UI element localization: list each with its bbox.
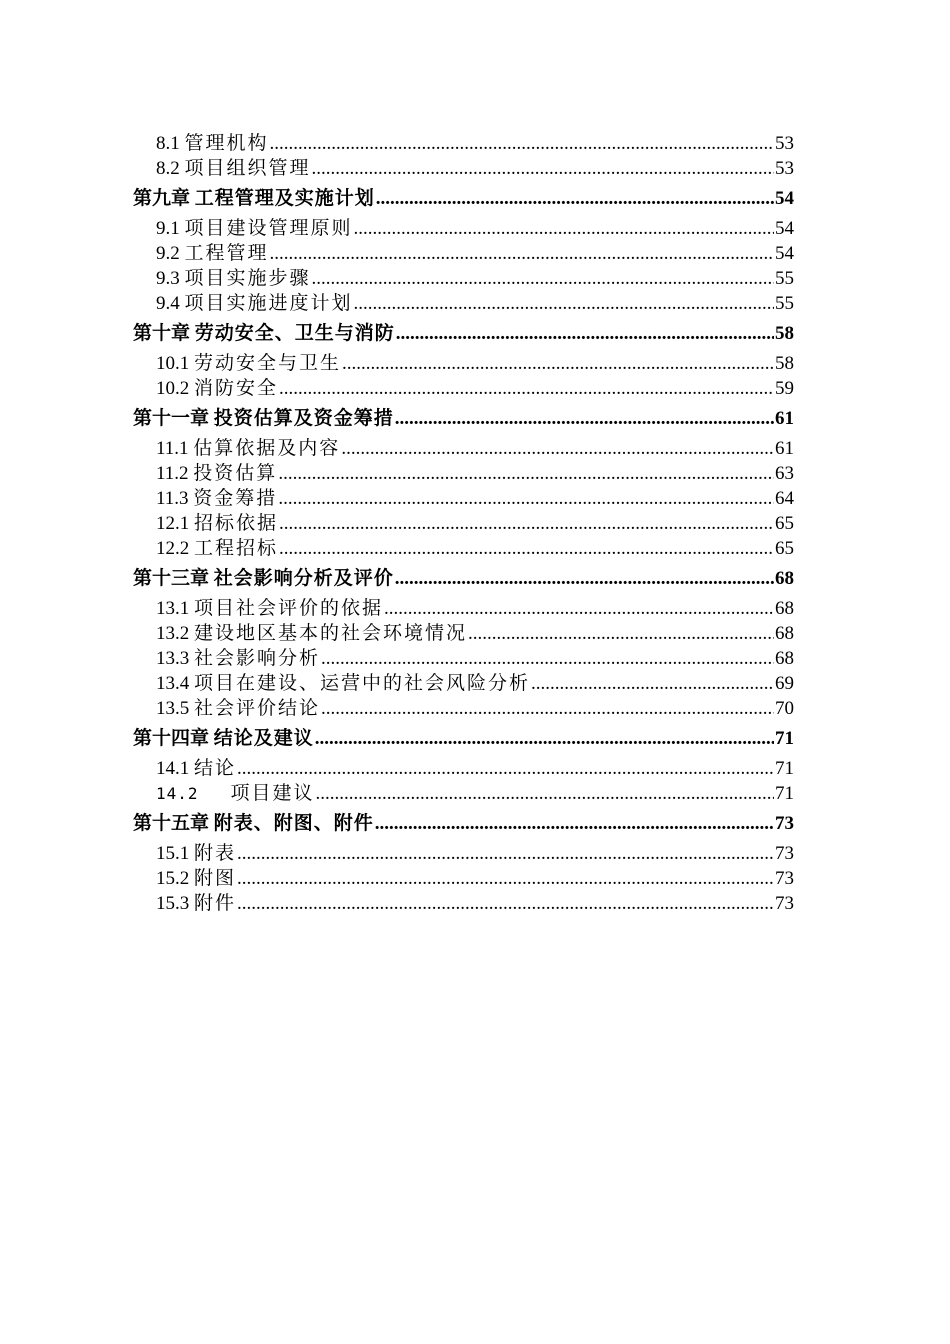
- toc-entry-number: 15.2: [156, 868, 190, 889]
- toc-entry-page-number: 55: [775, 268, 794, 289]
- toc-entry-page-number: 71: [775, 728, 794, 749]
- toc-entry-title: 附件: [194, 893, 237, 914]
- dot-leader: [321, 646, 774, 671]
- toc-chapter-entry[interactable]: [133, 321, 794, 346]
- dot-leader: [237, 756, 774, 781]
- toc-entry-number: 15.1: [156, 843, 190, 864]
- toc-entry-title: 结论: [194, 758, 237, 779]
- toc-entry-page-number: 73: [775, 843, 794, 864]
- dot-leader: [312, 266, 774, 291]
- toc-section-entry[interactable]: [133, 216, 794, 241]
- dot-leader: [315, 781, 774, 806]
- toc-entry-number: 第十三章: [133, 568, 210, 589]
- toc-chapter-entry[interactable]: [133, 186, 794, 211]
- toc-entry-number: 8.1: [156, 133, 180, 154]
- toc-entry-title: 劳动安全、卫生与消防: [194, 323, 395, 344]
- dot-leader: [341, 436, 774, 461]
- toc-section-entry[interactable]: [133, 156, 794, 181]
- toc-entry-number: 11.3: [156, 488, 189, 509]
- dot-leader: [468, 621, 774, 646]
- toc-entry-number: 13.4: [156, 673, 190, 694]
- toc-entry-number: 13.1: [156, 598, 190, 619]
- toc-entry-title: 项目实施步骤: [184, 268, 311, 289]
- toc-entry-title: 工程招标: [194, 538, 279, 559]
- table-of-contents: [133, 131, 794, 916]
- toc-entry-title: 结论及建议: [213, 728, 314, 749]
- dot-leader: [278, 486, 774, 511]
- dot-leader: [270, 131, 774, 156]
- dot-leader: [279, 376, 774, 401]
- toc-entry-title: 建设地区基本的社会环境情况: [194, 623, 468, 644]
- toc-entry-number: 13.3: [156, 648, 190, 669]
- toc-entry-number: 13.5: [156, 698, 190, 719]
- toc-section-entry[interactable]: [133, 351, 794, 376]
- toc-entry-title: 估算依据及内容: [193, 438, 341, 459]
- toc-entry-page-number: 54: [775, 188, 794, 209]
- toc-section-entry[interactable]: [133, 291, 794, 316]
- toc-entry-page-number: 65: [775, 513, 794, 534]
- toc-chapter-entry[interactable]: [133, 406, 794, 431]
- dot-leader: [531, 671, 774, 696]
- dot-leader: [395, 406, 774, 431]
- toc-chapter-entry[interactable]: [133, 726, 794, 751]
- dot-leader: [237, 891, 774, 916]
- toc-entry-page-number: 69: [775, 673, 794, 694]
- toc-entry-page-number: 68: [775, 598, 794, 619]
- toc-section-entry[interactable]: [133, 376, 794, 401]
- toc-entry-number: 12.1: [156, 513, 190, 534]
- toc-entry-number: 第十四章: [133, 728, 210, 749]
- toc-entry-title: 项目社会评价的依据: [194, 598, 384, 619]
- toc-entry-title: 投资估算及资金筹措: [213, 408, 394, 429]
- toc-entry-number: 第九章: [133, 188, 191, 209]
- dot-leader: [312, 156, 774, 181]
- toc-entry-number: 9.4: [156, 293, 180, 314]
- toc-entry-page-number: 71: [775, 758, 794, 779]
- toc-entry-number: 8.2: [156, 158, 180, 179]
- toc-entry-page-number: 64: [775, 488, 794, 509]
- dot-leader: [354, 291, 774, 316]
- toc-entry-number: 15.3: [156, 893, 190, 914]
- toc-section-entry[interactable]: [133, 756, 794, 781]
- toc-entry-page-number: 54: [775, 218, 794, 239]
- toc-entry-page-number: 73: [775, 868, 794, 889]
- dot-leader: [384, 596, 774, 621]
- toc-entry-page-number: 61: [775, 408, 794, 429]
- toc-section-entry[interactable]: [133, 621, 794, 646]
- toc-entry-title: 工程管理: [184, 243, 269, 264]
- toc-entry-number: 12.2: [156, 538, 190, 559]
- toc-entry-number: 第十五章: [133, 813, 210, 834]
- toc-entry-page-number: 61: [775, 438, 794, 459]
- toc-section-entry[interactable]: [133, 241, 794, 266]
- toc-entry-title: 项目组织管理: [184, 158, 311, 179]
- toc-entry-number: 11.1: [156, 438, 189, 459]
- toc-entry-title: 工程管理及实施计划: [194, 188, 375, 209]
- dot-leader: [270, 241, 774, 266]
- toc-entry-title: 社会影响分析: [194, 648, 321, 669]
- toc-entry-page-number: 59: [775, 378, 794, 399]
- dot-leader: [279, 536, 774, 561]
- dot-leader: [395, 566, 774, 591]
- toc-section-entry[interactable]: [133, 781, 794, 806]
- dot-leader: [237, 841, 774, 866]
- toc-section-entry[interactable]: [133, 511, 794, 536]
- toc-entry-number: 9.1: [156, 218, 180, 239]
- toc-section-entry[interactable]: [133, 536, 794, 561]
- toc-entry-title: 资金筹措: [193, 488, 278, 509]
- toc-entry-number: 第十一章: [133, 408, 210, 429]
- toc-entry-title: 附图: [194, 868, 237, 889]
- toc-entry-title: 投资估算: [193, 463, 278, 484]
- toc-entry-page-number: 73: [775, 813, 794, 834]
- toc-entry-title: 附表: [194, 843, 237, 864]
- toc-entry-title: 招标依据: [194, 513, 279, 534]
- toc-section-entry[interactable]: [133, 841, 794, 866]
- toc-entry-page-number: 53: [775, 133, 794, 154]
- toc-entry-title: 项目实施进度计划: [184, 293, 353, 314]
- toc-entry-title: 项目建议: [230, 783, 315, 804]
- toc-section-entry[interactable]: [133, 596, 794, 621]
- toc-entry-number: 13.2: [156, 623, 190, 644]
- dot-leader: [376, 186, 774, 211]
- toc-entry-number: 9.3: [156, 268, 180, 289]
- toc-entry-page-number: 68: [775, 648, 794, 669]
- toc-section-entry[interactable]: [133, 671, 794, 696]
- toc-entry-title: 消防安全: [194, 378, 279, 399]
- toc-entry-page-number: 73: [775, 893, 794, 914]
- toc-entry-title: 社会影响分析及评价: [213, 568, 394, 589]
- toc-entry-page-number: 68: [775, 568, 794, 589]
- toc-entry-number: 14.2: [156, 784, 199, 803]
- toc-entry-title: 管理机构: [184, 133, 269, 154]
- toc-section-entry[interactable]: [133, 866, 794, 891]
- toc-entry-page-number: 70: [775, 698, 794, 719]
- dot-leader: [321, 696, 774, 721]
- toc-entry-number: 10.1: [156, 353, 190, 374]
- toc-entry-page-number: 68: [775, 623, 794, 644]
- toc-entry-page-number: 54: [775, 243, 794, 264]
- toc-section-entry[interactable]: [133, 131, 794, 156]
- toc-entry-title: 社会评价结论: [194, 698, 321, 719]
- toc-section-entry[interactable]: [133, 646, 794, 671]
- dot-leader: [354, 216, 774, 241]
- toc-entry-page-number: 71: [775, 783, 794, 804]
- toc-section-entry[interactable]: [133, 461, 794, 486]
- toc-entry-page-number: 65: [775, 538, 794, 559]
- toc-entry-title: 项目在建设、运营中的社会风险分析: [194, 673, 531, 694]
- toc-entry-number: 10.2: [156, 378, 190, 399]
- toc-entry-title: 劳动安全与卫生: [194, 353, 342, 374]
- toc-entry-number: 11.2: [156, 463, 189, 484]
- toc-entry-title: 附表、附图、附件: [213, 813, 374, 834]
- dot-leader: [342, 351, 774, 376]
- toc-chapter-entry[interactable]: [133, 566, 794, 591]
- toc-entry-page-number: 58: [775, 353, 794, 374]
- toc-section-entry[interactable]: [133, 891, 794, 916]
- toc-section-entry[interactable]: [133, 436, 794, 461]
- dot-leader: [396, 321, 774, 346]
- toc-section-entry[interactable]: [133, 266, 794, 291]
- dot-leader: [278, 461, 774, 486]
- toc-entry-page-number: 53: [775, 158, 794, 179]
- toc-chapter-entry[interactable]: [133, 811, 794, 836]
- dot-leader: [237, 866, 774, 891]
- toc-entry-number: 14.1: [156, 758, 190, 779]
- dot-leader: [375, 811, 774, 836]
- dot-leader: [279, 511, 774, 536]
- toc-entry-number: 9.2: [156, 243, 180, 264]
- toc-entry-page-number: 55: [775, 293, 794, 314]
- toc-entry-number: 第十章: [133, 323, 191, 344]
- toc-section-entry[interactable]: [133, 696, 794, 721]
- toc-entry-title: 项目建设管理原则: [184, 218, 353, 239]
- toc-section-entry[interactable]: [133, 486, 794, 511]
- toc-entry-page-number: 58: [775, 323, 794, 344]
- toc-entry-page-number: 63: [775, 463, 794, 484]
- dot-leader: [315, 726, 774, 751]
